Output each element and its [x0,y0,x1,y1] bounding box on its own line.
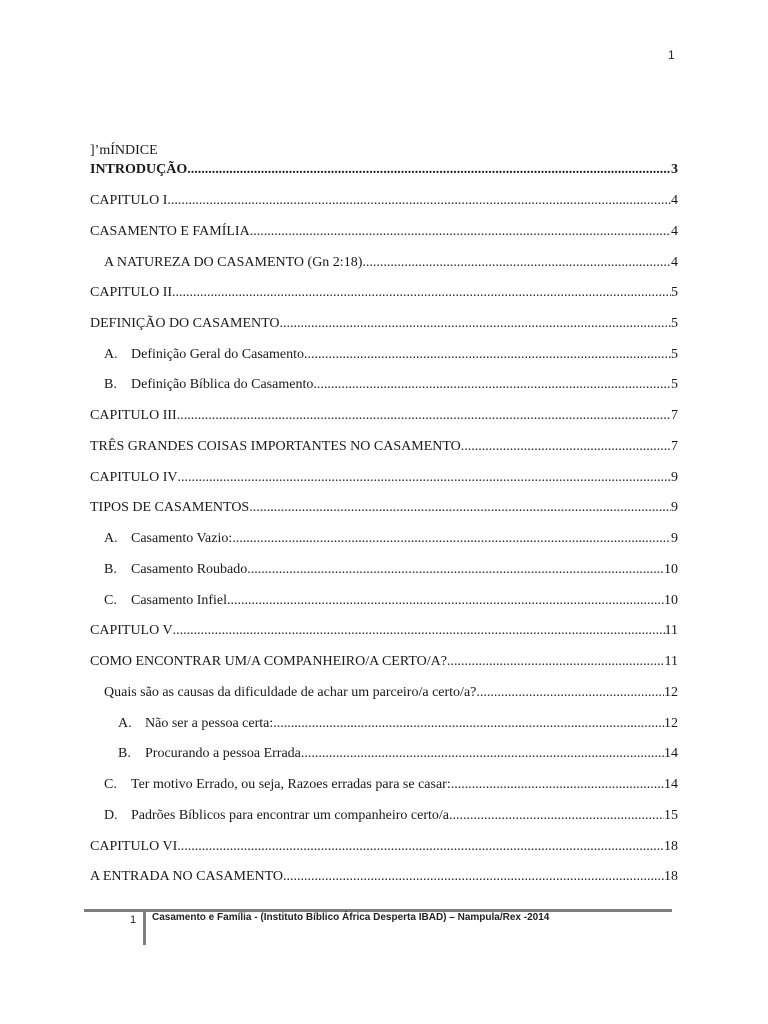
toc-entry-label: CAPITULO II [90,285,173,300]
dot-leader [250,223,671,241]
toc-entry-page: 12 [664,716,678,731]
dot-leader [449,807,664,825]
toc-entry-label: Casamento Vazio: [131,531,233,546]
toc-entry-page: 18 [664,839,678,854]
dot-leader [232,530,671,548]
dot-leader [177,407,671,425]
toc-entry-label: CAPITULO IV [90,470,178,485]
toc-entry-padroes-biblicos[interactable] [104,807,678,825]
toc-entry-procurando-pessoa-errada[interactable] [118,745,678,763]
toc-entry-nao-ser-a-pessoa-certa[interactable] [118,715,678,733]
dot-leader [227,592,664,610]
dot-leader [283,868,664,886]
dot-leader [301,745,664,763]
dot-leader [247,561,664,579]
dot-leader [447,653,665,671]
toc-entry-label: INTRODUÇÃO [90,162,188,177]
dot-leader [476,684,664,702]
toc-entry-page: 4 [671,224,678,239]
toc-entry-page: 4 [671,255,678,270]
toc-entry-page: 15 [664,808,678,823]
toc-entry-label: CAPITULO III [90,408,177,423]
toc-entry-page: 14 [664,777,678,792]
footer-vertical-divider [143,911,146,945]
toc-entry-casamento-e-familia[interactable] [90,223,678,241]
toc-entry-page: 11 [664,623,678,638]
toc-entry-capitulo-3[interactable] [90,407,678,425]
toc-entry-capitulo-6[interactable] [90,838,678,856]
toc-entry-page: 18 [664,869,678,884]
dot-leader [461,438,671,456]
dot-leader [177,838,664,856]
toc-entry-marker: A. [104,531,118,546]
toc-entry-casamento-roubado[interactable] [104,561,678,579]
toc-entry-page: 9 [671,470,678,485]
toc-entry-marker: B. [118,746,131,761]
toc-entry-marker: C. [104,593,117,608]
toc-entry-page: 7 [671,439,678,454]
toc-heading: ]’mÍNDICE [90,143,158,158]
toc-entry-label: Procurando a pessoa Errada [145,746,301,761]
toc-entry-quais-sao-as-causas[interactable] [104,684,678,702]
toc-entry-marker: B. [104,562,117,577]
toc-entry-page: 5 [671,377,678,392]
dot-leader [178,469,672,487]
toc-entry-capitulo-5[interactable] [90,622,678,640]
toc-entry-label: CAPITULO I [90,193,168,208]
toc-entry-label: TRÊS GRANDES COISAS IMPORTANTES NO CASAMENTO [90,439,461,454]
dot-leader [273,715,664,733]
toc-entry-label: TIPOS DE CASAMENTOS [90,500,250,515]
toc-entry-capitulo-1[interactable] [90,192,678,210]
toc-entry-label: Ter motivo Errado, ou seja, Razoes erradas para se casar: [131,777,451,792]
toc-entry-definicao-biblica[interactable] [104,376,678,394]
toc-entry-tres-grandes-coisas[interactable] [90,438,678,456]
toc-entry-marker: A. [118,716,132,731]
toc-entry-page: 12 [664,685,678,700]
toc-entry-como-encontrar[interactable] [90,653,678,671]
toc-entry-page: 9 [671,531,678,546]
toc-entry-label: Casamento Infiel [131,593,228,608]
toc-entry-natureza-do-casamento[interactable] [104,254,678,272]
toc-entry-page: 7 [671,408,678,423]
dot-leader [249,499,671,517]
toc-entry-label: Padrões Bíblicos para encontrar um companheiro certo/a [131,808,449,823]
dot-leader [304,346,671,364]
toc-entry-capitulo-2[interactable] [90,284,678,302]
toc-entry-page: 5 [671,316,678,331]
toc-entry-marker: D. [104,808,118,823]
dot-leader [280,315,671,333]
toc-entry-label: DEFINIÇÃO DO CASAMENTO [90,316,280,331]
toc-entry-page: 10 [664,593,678,608]
toc-entry-definicao-geral[interactable] [104,346,678,364]
toc-entry-page: 14 [664,746,678,761]
toc-entry-page: 5 [671,347,678,362]
toc-entry-marker: B. [104,377,117,392]
footer-page-number: 1 [130,914,137,926]
dot-leader [313,376,671,394]
dot-leader [172,284,671,302]
toc-entry-label: CAPITULO VI [90,839,178,854]
toc-entry-label: CAPITULO V [90,623,173,638]
toc-entry-tipos-de-casamentos[interactable] [90,499,678,517]
toc-entry-entrada-no-casamento[interactable] [90,868,678,886]
toc-entry-marker: A. [104,347,118,362]
toc-entry-marker: C. [104,777,117,792]
toc-entry-page: 10 [664,562,678,577]
dot-leader [187,161,671,179]
header-page-number: 1 [668,48,675,62]
toc-entry-label: Casamento Roubado [131,562,248,577]
toc-entry-page: 9 [671,500,678,515]
toc-entry-casamento-infiel[interactable] [104,592,678,610]
toc-entry-page: 5 [671,285,678,300]
toc-entry-page: 11 [664,654,678,669]
toc-entry-label: A ENTRADA NO CASAMENTO [90,869,284,884]
footer-text: Casamento e Família - (Instituto Bíblico África Desperta IBAD) – Nampula/Rex -2014 [152,912,550,923]
toc-entry-introducao[interactable] [90,161,678,179]
dot-leader [173,622,665,640]
toc-entry-capitulo-4[interactable] [90,469,678,487]
dot-leader [451,776,664,794]
toc-entry-label: Quais são as causas da dificuldade de achar um parceiro/a certo/a? [104,685,477,700]
toc-entry-casamento-vazio[interactable] [104,530,678,548]
toc-entry-label: A NATUREZA DO CASAMENTO (Gn 2:18) [104,255,363,270]
dot-leader [167,192,671,210]
toc-entry-label: Definição Bíblica do Casamento [131,377,314,392]
dot-leader [362,254,671,272]
toc-entry-label: CASAMENTO E FAMÍLIA [90,224,250,239]
toc-entry-definicao-do-casamento[interactable] [90,315,678,333]
toc-entry-page: 4 [671,193,678,208]
toc-entry-label: Não ser a pessoa certa: [145,716,274,731]
toc-entry-label: Definição Geral do Casamento [131,347,304,362]
toc-entry-page: 3 [671,162,678,177]
toc-entry-ter-motivo-errado[interactable] [104,776,678,794]
toc-entry-label: COMO ENCONTRAR UM/A COMPANHEIRO/A CERTO/A? [90,654,447,669]
